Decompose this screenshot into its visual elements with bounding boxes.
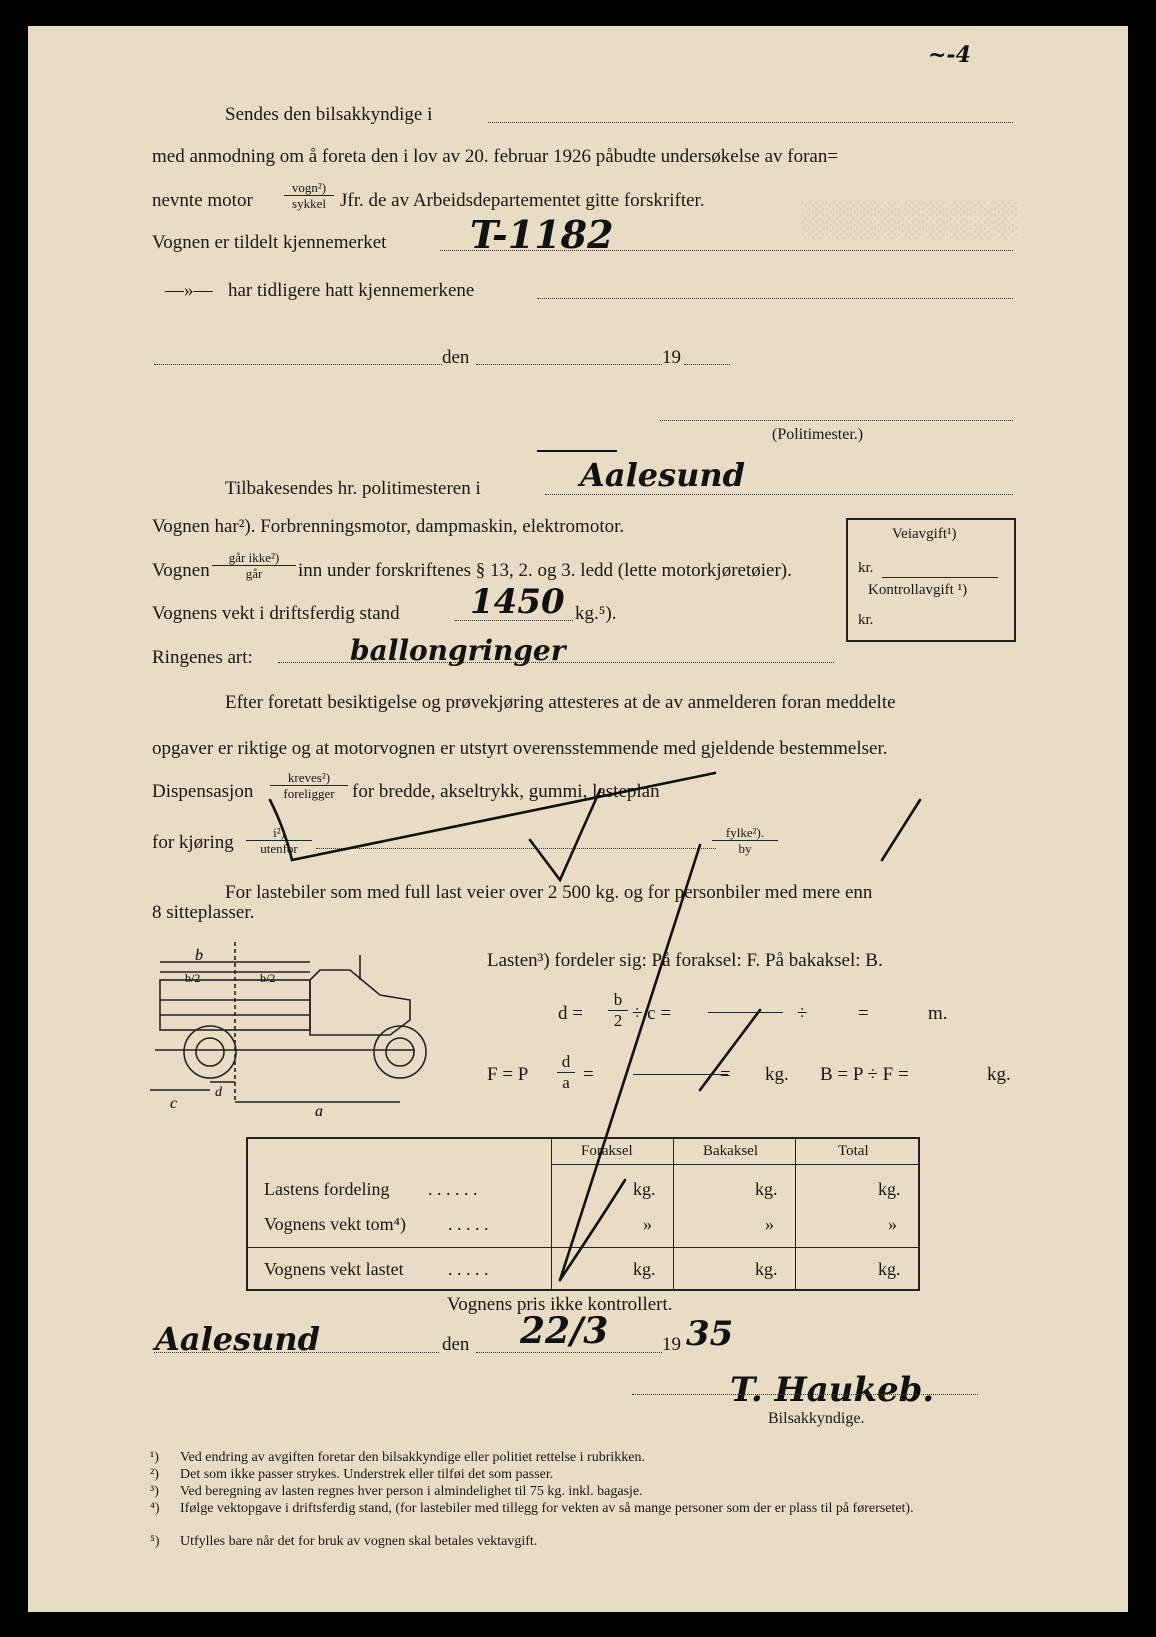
kr2-label: kr. [858,612,874,628]
formula-eq2: = [583,1064,594,1085]
header-bakaksel: Bakaksel [703,1143,758,1159]
row1-bakaksel[interactable]: kg. [755,1179,778,1199]
tilbakesendes-field[interactable] [545,494,1013,495]
sendes-field[interactable] [488,122,1013,123]
fee-box [846,518,1016,642]
formula-line2[interactable] [633,1074,728,1075]
header-total: Total [838,1143,869,1159]
tidligere-field[interactable] [537,298,1013,299]
aar-handwriting: 35 [686,1314,734,1354]
footnote-1-text: Ved endring av avgiften foretar den bilsakkyndige eller politiet rettelse i rubrikken. [180,1450,645,1465]
kjennemerke-handwriting: T-1182 [470,212,614,257]
footnote-4-num: ⁴) [150,1501,160,1516]
vekt-handwriting: 1450 [470,582,565,622]
disp-fraction: kreves²) foreligger [270,770,348,801]
footnote-3-text: Ved beregning av lasten regnes hver person i almindelighet til 75 kg. inkl. bagasje. [180,1484,643,1499]
bleed-through: ░░░░░░░░░ [800,200,1017,238]
disp-prefix: Dispensasjon [152,781,254,802]
hand-stroke [537,450,617,452]
formula-F: F = P [487,1064,529,1085]
diagram-label-d: d [215,1085,222,1100]
footnote-3-num: ³) [150,1484,159,1499]
lasten-text: Lasten³) fordeler sig: På foraksel: F. På bakaksel: B. [487,950,883,971]
lastebiler-line1: For lastebiler som med full last veier over 2 500 kg. og for personbiler med mere enn [225,882,873,903]
veiavgift-line[interactable] [882,577,998,578]
tilbakesendes-handwriting: Aalesund [580,456,745,494]
vognen2-prefix: Vognen [152,560,210,581]
row3-label: Vognens vekt lastet [264,1259,404,1279]
nitten2-label: 19 [662,1334,681,1355]
row2-foraksel[interactable]: » [643,1214,652,1234]
signatur-field[interactable] [632,1394,978,1395]
row1-label: Lastens fordeling [264,1179,390,1199]
efter-text: Efter foretatt besiktigelse og prøvekjøring attesteres at de av anmelderen foran meddelte [225,692,896,713]
pris-text: Vognens pris ikke kontrollert. [447,1294,673,1315]
header-foraksel: Foraksel [581,1143,633,1159]
formula-div: ÷ [797,1003,808,1024]
dato2-field[interactable] [476,1352,662,1353]
sendes-label: Sendes den bilsakkyndige i [225,104,433,125]
footnote-2-text: Det som ikke passer strykes. Understrek eller tilføi det som passer. [180,1467,554,1482]
row3-total[interactable]: kg. [878,1259,901,1279]
formula-kg: kg. [765,1064,789,1085]
row3-dots: . . . . . [448,1259,489,1279]
aar-field[interactable] [684,364,730,365]
formula-d-over-a: $\frac{d}{a}$ [557,1052,575,1093]
tildelt-label: Vognen er tildelt kjennemerket [152,232,387,253]
row3-foraksel[interactable]: kg. [633,1259,656,1279]
formula-c: ÷ c = [632,1003,672,1024]
row1-dots: . . . . . . [428,1179,478,1199]
row2-dots: . . . . . [448,1214,489,1234]
footnote-5-text: Utfylles bare når det for bruk av vognen skal betales vektavgift. [180,1534,538,1549]
formula-line1[interactable] [708,1012,783,1013]
footnote-2-num: ²) [150,1467,159,1482]
kjoring-prefix: for kjøring [152,832,234,853]
formula-B: B = P ÷ F = [820,1064,909,1085]
bilsakkyndige-label: Bilsakkyndige. [768,1410,865,1427]
footnote-4-text: Ifølge vektopgave i driftsferdig stand, (for lastebiler med tillegg for vekten av så mange personer som der er plass til på førersetet). [180,1501,914,1516]
kr1-label: kr. [858,560,874,576]
weight-table [246,1137,920,1291]
footnote-5-num: ⁵) [150,1534,160,1549]
politimester-signature-field[interactable] [660,420,1013,421]
diagram-label-c: c [170,1095,178,1112]
row2-label: Vognens vekt tom⁴) [264,1214,406,1234]
politimester-label: (Politimester.) [772,426,864,443]
signatur-handwriting: T. Haukeb. [730,1370,935,1410]
den-label: den [442,347,470,368]
nitten-label: 19 [662,347,681,368]
veiavgift-label: Veiavgift¹) [892,526,957,542]
nevnte-suffix: Jfr. de av Arbeidsdepartementet gitte forskrifter. [340,190,705,211]
fylke-fraction: fylke²). by [712,825,778,856]
footnote-1-num: ¹) [150,1450,159,1465]
sted-handwriting: Aalesund [155,1320,320,1358]
dato-handwriting: 22/3 [520,1310,609,1352]
sted-field[interactable] [154,364,442,365]
opgaver-text: opgaver er riktige og at motorvognen er utstyrt overensstemmende med gjeldende bestemmelser. [152,738,888,759]
formula-kg2: kg. [987,1064,1011,1085]
diagram-label-b2b: b/2 [260,971,276,985]
tidligere-label: har tidligere hatt kjennemerkene [228,280,475,301]
formula-eq: = [858,1003,869,1024]
diagram-label-b: b [195,947,203,964]
den2-label: den [442,1334,470,1355]
disp-suffix: for bredde, akseltrykk, gummi, lasteplan [352,781,660,802]
anmodning-text: med anmodning om å foreta den i lov av 20. februar 1926 påbudte undersøkelse av foran= [152,146,839,167]
truck-diagram [150,940,450,1120]
ringer-handwriting: ballongringer [350,634,566,667]
kontrollavgift-label: Kontrollavgift ¹) [868,582,968,598]
row1-foraksel[interactable]: kg. [633,1179,656,1199]
formula-d: d = [558,1003,583,1024]
formula-b-over-2: $\frac{b}{2}$ [608,990,628,1031]
vognen2-suffix: inn under forskriftenes § 13, 2. og 3. ledd (lette motorkjøretøier). [298,560,792,581]
front-wheel [374,1026,426,1078]
ringenes-label: Ringenes art: [152,647,253,668]
vognen-har: Vognen har²). Forbrenningsmotor, dampmaskin, elektromotor. [152,516,625,537]
rear-wheel [184,1026,236,1078]
tilbakesendes-label: Tilbakesendes hr. politimesteren i [225,478,481,499]
diagram-label-b2a: b/2 [185,971,201,985]
nevnte-fraction: vogn²) sykkel [284,180,334,211]
diagram-label-a: a [315,1103,323,1120]
tidligere-prefix: —»— [165,280,213,301]
corner-mark: ~-4 [928,42,971,68]
row2-total[interactable]: » [888,1214,897,1234]
formula-eq3: = [720,1064,731,1085]
row3-bakaksel[interactable]: kg. [755,1259,778,1279]
kjoring-fraction: i²) utenfor [246,825,312,856]
nevnte-prefix: nevnte motor [152,190,253,211]
sted2-field[interactable] [154,1352,439,1353]
vognen2-fraction: går ikke²) går [212,550,296,581]
vekt-unit: kg.⁵). [575,603,617,624]
vekt-label: Vognens vekt i driftsferdig stand [152,603,400,624]
formula-m: m. [928,1003,948,1024]
row1-total[interactable]: kg. [878,1179,901,1199]
dato-field[interactable] [476,364,662,365]
lastebiler-line2: 8 sitteplasser. [152,902,255,923]
kjoring-field[interactable] [316,848,716,849]
row2-bakaksel[interactable]: » [765,1214,774,1234]
